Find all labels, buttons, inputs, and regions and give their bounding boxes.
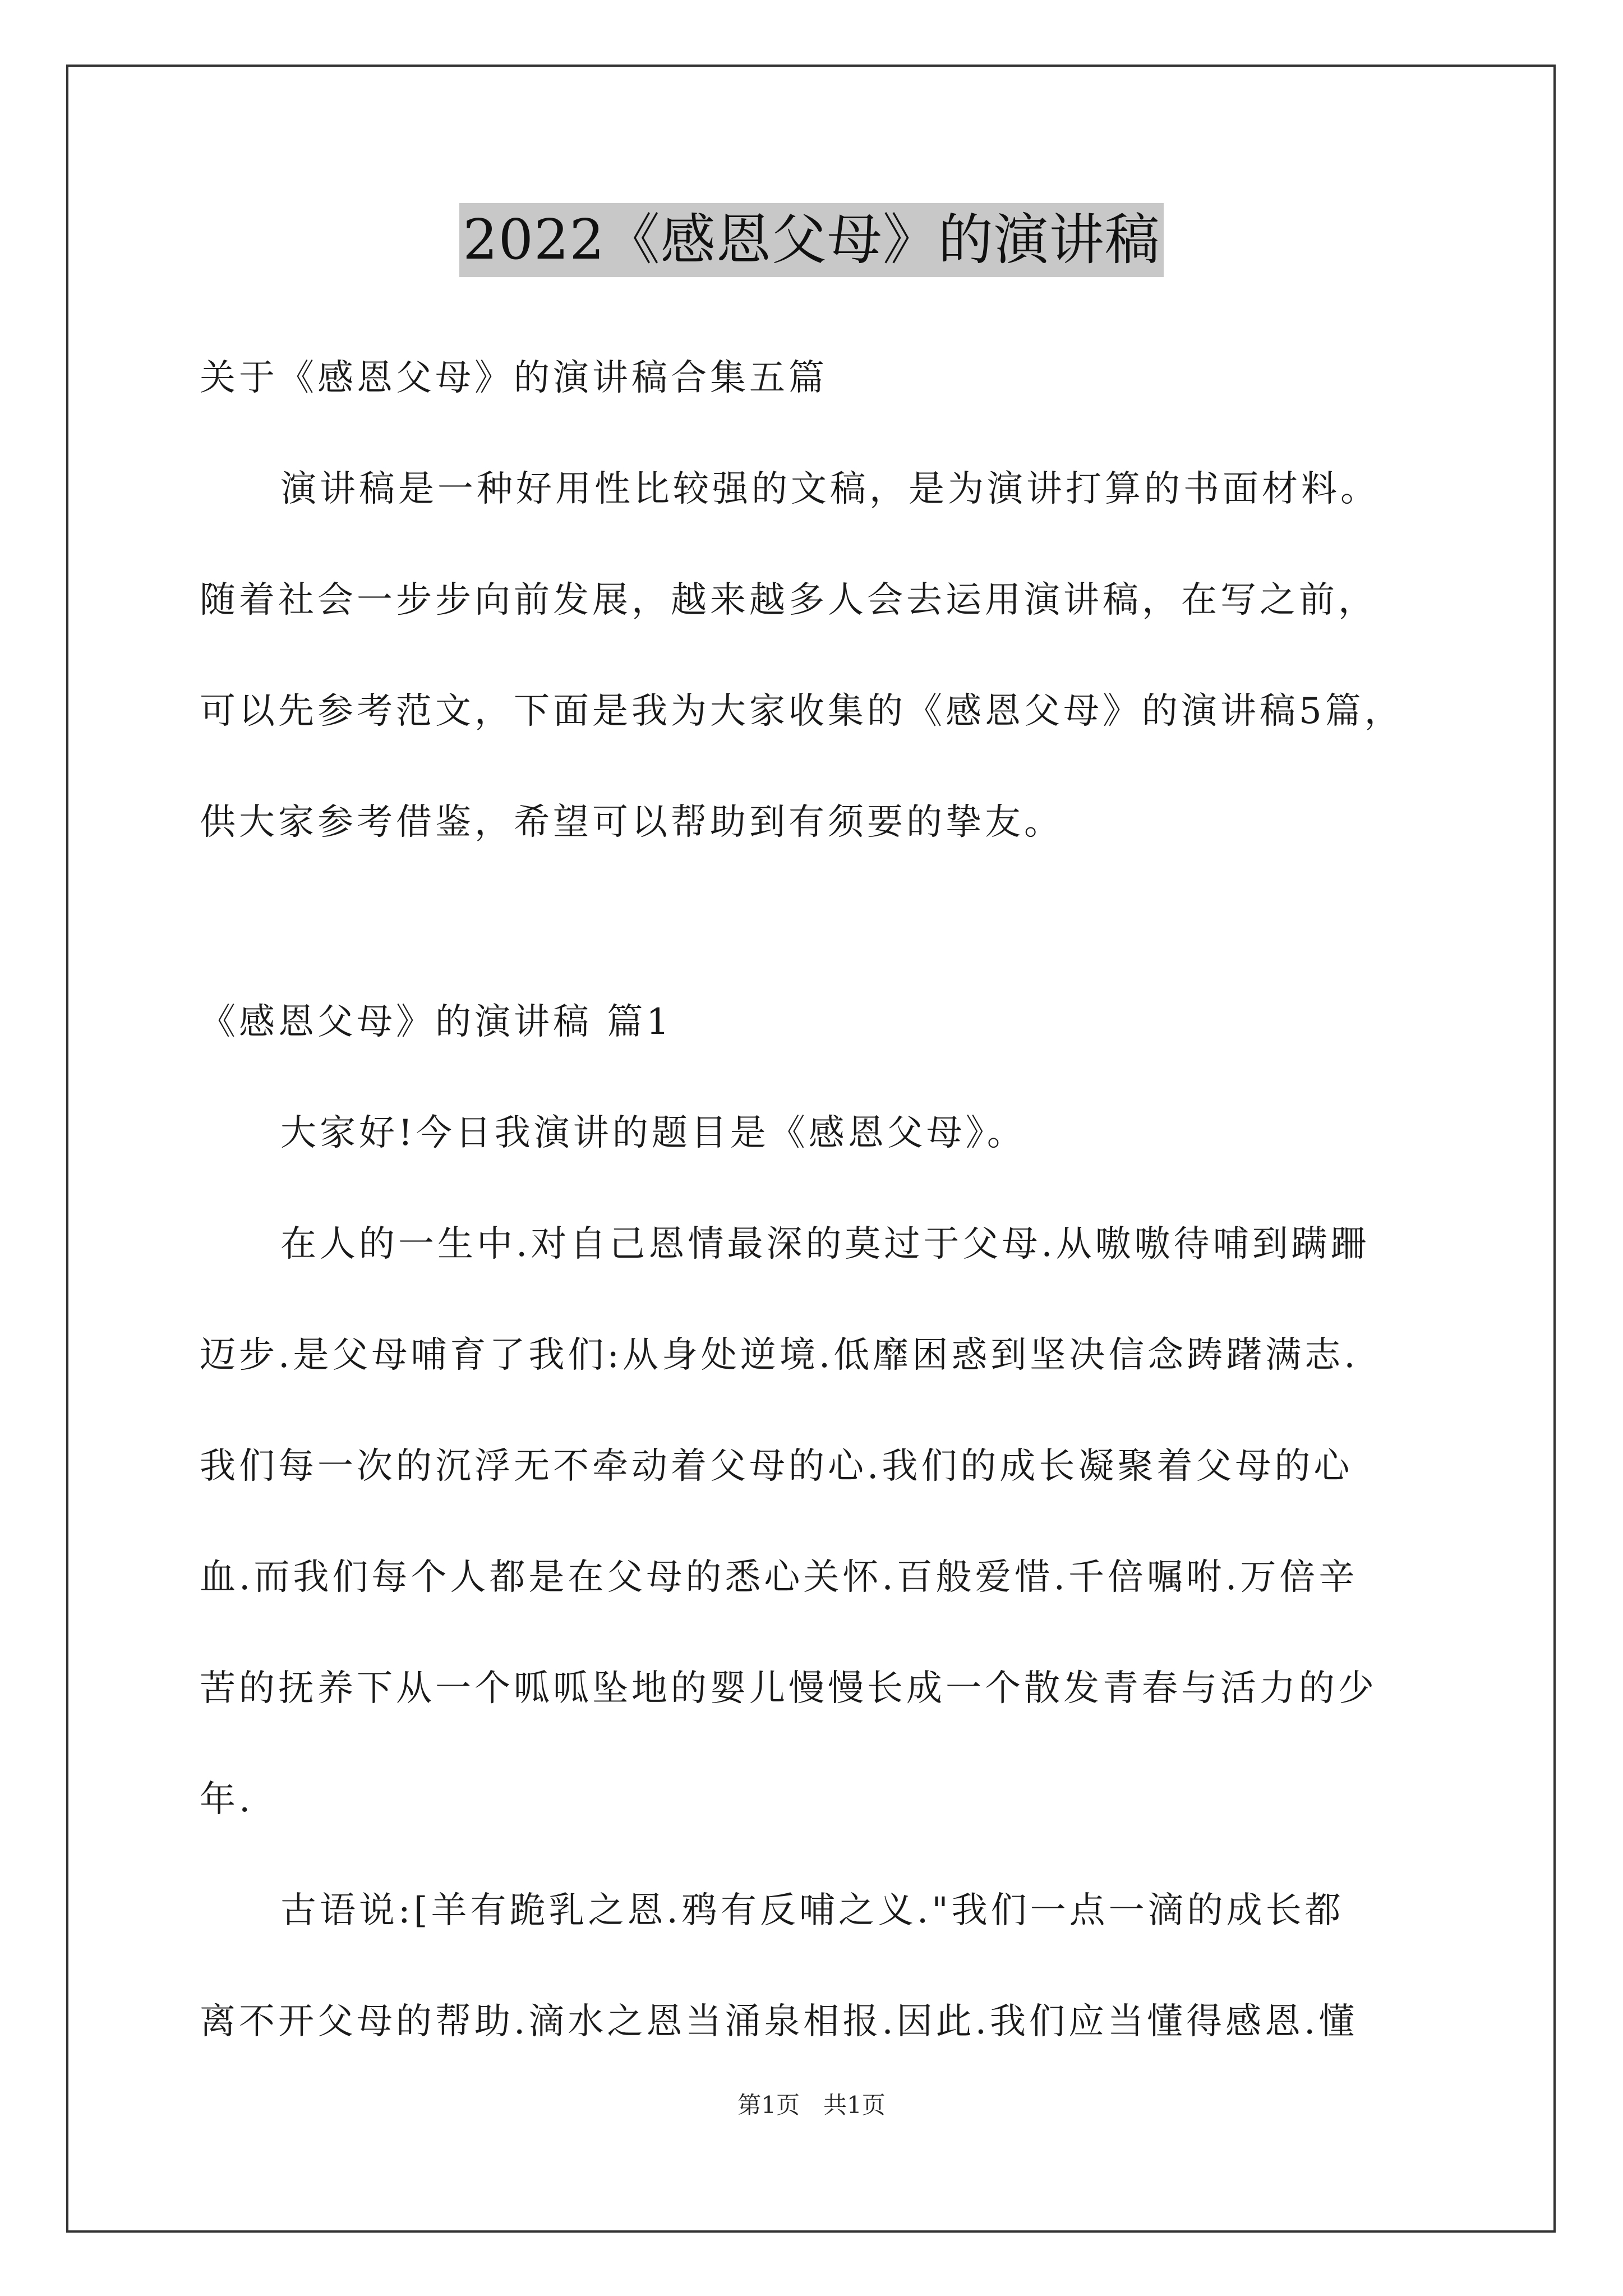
subtitle-line: 关于《感恩父母》的演讲稿合集五篇 [200,357,828,399]
paragraph-line: 可以先参考范文，下面是我为大家收集的《感恩父母》的演讲稿5篇， [200,691,1404,732]
title-container [0,203,1623,277]
paragraph-line: 迈步.是父母哺育了我们:从身处逆境.低靡困惑到坚决信念踌躇满志. [200,1335,1359,1376]
paragraph-line: 演讲稿是一种好用性比较强的文稿，是为演讲打算的书面材料。 [280,468,1380,510]
paragraph-line: 离不开父母的帮助.滴水之恩当涌泉相报.因此.我们应当懂得感恩.懂 [200,2001,1358,2042]
document-title: 2022《感恩父母》的演讲稿 [459,203,1163,277]
paragraph-line: 供大家参考借鉴，希望可以帮助到有须要的挚友。 [200,802,1063,843]
paragraph-line: 随着社会一步步向前发展，越来越多人会去运用演讲稿，在写之前， [200,579,1377,621]
paragraph-line: 古语说:[羊有跪乳之恩.鸦有反哺之义."我们一点一滴的成长都 [280,1890,1344,1931]
page-footer: 第1页 共1页 [737,2091,886,2119]
section-heading: 《感恩父母》的演讲稿 篇1 [200,1001,673,1043]
paragraph-line: 苦的抚养下从一个呱呱坠地的婴儿慢慢长成一个散发青春与活力的少 [200,1668,1377,1709]
paragraph-line: 我们每一次的沉浮无不牵动着父母的心.我们的成长凝聚着父母的心 [200,1446,1353,1487]
paragraph-line: 大家好!今日我演讲的题目是《感恩父母》。 [280,1112,1026,1154]
paragraph-line: 年. [200,1779,254,1820]
paragraph-line: 在人的一生中.对自己恩情最深的莫过于父母.从嗷嗷待哺到蹒跚 [280,1223,1370,1265]
paragraph-line: 血.而我们每个人都是在父母的悉心关怀.百般爱惜.千倍嘱咐.万倍辛 [200,1557,1358,1598]
